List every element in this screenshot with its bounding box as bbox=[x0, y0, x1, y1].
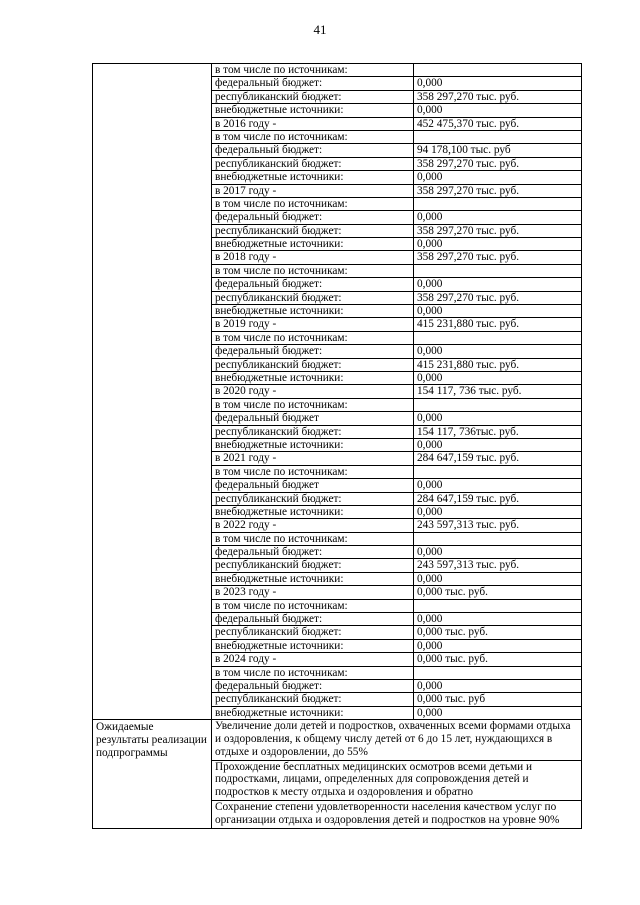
funding-source-label: республиканский бюджет: bbox=[212, 626, 414, 639]
funding-amount: 0,000 тыс. руб. bbox=[414, 586, 582, 599]
funding-amount: 0,000 bbox=[414, 639, 582, 652]
funding-source-label: федеральный бюджет: bbox=[212, 546, 414, 559]
funding-source-label: в 2024 году - bbox=[212, 653, 414, 666]
funding-source-label: в 2020 году - bbox=[212, 385, 414, 398]
funding-source-label: республиканский бюджет: bbox=[212, 224, 414, 237]
funding-amount: 452 475,370 тыс. руб. bbox=[414, 117, 582, 130]
funding-amount: 358 297,270 тыс. руб. bbox=[414, 90, 582, 103]
funding-amount: 0,000 bbox=[414, 104, 582, 117]
result-text: Увеличение доли детей и подростков, охваченных всеми формами отдыха и оздоровления, к общему числу детей от 6 до 15 лет, нуждающихся в отдыхе и оздоровлении, до 55% bbox=[212, 720, 582, 760]
funding-source-label: внебюджетные источники: bbox=[212, 171, 414, 184]
funding-amount: 0,000 bbox=[414, 546, 582, 559]
funding-amount bbox=[414, 532, 582, 545]
funding-amount bbox=[414, 398, 582, 411]
funding-source-label: в том числе по источникам: bbox=[212, 532, 414, 545]
funding-source-label: в том числе по источникам: bbox=[212, 398, 414, 411]
funding-amount: 0,000 bbox=[414, 171, 582, 184]
funding-amount: 0,000 тыс. руб. bbox=[414, 653, 582, 666]
funding-source-label: в 2023 году - bbox=[212, 586, 414, 599]
funding-source-label: в 2018 году - bbox=[212, 251, 414, 264]
funding-source-label: внебюджетные источники: bbox=[212, 104, 414, 117]
funding-source-label: республиканский бюджет: bbox=[212, 425, 414, 438]
funding-amount: 154 117, 736 тыс. руб. bbox=[414, 385, 582, 398]
funding-amount: 0,000 bbox=[414, 505, 582, 518]
funding-amount: 358 297,270 тыс. руб. bbox=[414, 157, 582, 170]
funding-source-label: федеральный бюджет: bbox=[212, 211, 414, 224]
funding-amount: 0,000 bbox=[414, 679, 582, 692]
funding-source-label: федеральный бюджет bbox=[212, 479, 414, 492]
funding-amount: 0,000 bbox=[414, 305, 582, 318]
funding-source-label: федеральный бюджет: bbox=[212, 679, 414, 692]
funding-source-label: в 2016 году - bbox=[212, 117, 414, 130]
funding-label-cell bbox=[93, 64, 212, 720]
funding-source-label: республиканский бюджет: bbox=[212, 559, 414, 572]
funding-source-label: федеральный бюджет: bbox=[212, 77, 414, 90]
results-label: Ожидаемые результаты реализации подпрограммы bbox=[93, 720, 212, 828]
funding-source-label: в том числе по источникам: bbox=[212, 331, 414, 344]
funding-amount: 243 597,313 тыс. руб. bbox=[414, 519, 582, 532]
funding-source-label: республиканский бюджет: bbox=[212, 693, 414, 706]
funding-amount: 0,000 bbox=[414, 572, 582, 585]
funding-source-label: республиканский бюджет: bbox=[212, 492, 414, 505]
funding-source-label: федеральный бюджет: bbox=[212, 345, 414, 358]
funding-amount bbox=[414, 465, 582, 478]
funding-amount: 0,000 bbox=[414, 479, 582, 492]
funding-amount: 0,000 bbox=[414, 211, 582, 224]
funding-source-label: в 2019 году - bbox=[212, 318, 414, 331]
funding-amount: 358 297,270 тыс. руб. bbox=[414, 224, 582, 237]
funding-row bbox=[93, 64, 582, 77]
funding-amount: 358 297,270 тыс. руб. bbox=[414, 291, 582, 304]
funding-source-label: федеральный бюджет: bbox=[212, 144, 414, 157]
funding-source-label: республиканский бюджет: bbox=[212, 157, 414, 170]
funding-source-label: в том числе по источникам: bbox=[212, 197, 414, 210]
result-row bbox=[93, 720, 582, 760]
funding-source-label: в том числе по источникам: bbox=[212, 599, 414, 612]
funding-amount: 0,000 bbox=[414, 371, 582, 384]
funding-source-label: внебюджетные источники: bbox=[212, 238, 414, 251]
funding-source-label: республиканский бюджет: bbox=[212, 90, 414, 103]
funding-source-label: в том числе по источникам: bbox=[212, 264, 414, 277]
funding-source-label: внебюджетные источники: bbox=[212, 572, 414, 585]
funding-amount: 0,000 bbox=[414, 613, 582, 626]
funding-source-label: внебюджетные источники: bbox=[212, 505, 414, 518]
result-text: Сохранение степени удовлетворенности населения качеством услуг по организации отдыха и оздоровления детей и подростков на уровне 90% bbox=[212, 800, 582, 828]
funding-amount: 243 597,313 тыс. руб. bbox=[414, 559, 582, 572]
funding-amount: 358 297,270 тыс. руб. bbox=[414, 251, 582, 264]
funding-amount: 0,000 тыс. руб bbox=[414, 693, 582, 706]
funding-source-label: в том числе по источникам: bbox=[212, 666, 414, 679]
funding-table bbox=[92, 63, 582, 829]
funding-amount: 415 231,880 тыс. руб. bbox=[414, 358, 582, 371]
funding-amount: 0,000 тыс. руб. bbox=[414, 626, 582, 639]
funding-amount: 94 178,100 тыс. руб bbox=[414, 144, 582, 157]
funding-amount: 284 647,159 тыс. руб. bbox=[414, 452, 582, 465]
funding-source-label: федеральный бюджет: bbox=[212, 613, 414, 626]
funding-source-label: внебюджетные источники: bbox=[212, 371, 414, 384]
funding-source-label: в 2021 году - bbox=[212, 452, 414, 465]
funding-amount: 0,000 bbox=[414, 706, 582, 719]
funding-source-label: республиканский бюджет: bbox=[212, 291, 414, 304]
funding-amount: 154 117, 736тыс. руб. bbox=[414, 425, 582, 438]
funding-amount: 0,000 bbox=[414, 438, 582, 451]
funding-source-label: в том числе по источникам: bbox=[212, 64, 414, 77]
funding-amount: 0,000 bbox=[414, 412, 582, 425]
funding-amount: 284 647,159 тыс. руб. bbox=[414, 492, 582, 505]
funding-amount: 415 231,880 тыс. руб. bbox=[414, 318, 582, 331]
funding-source-label: в 2022 году - bbox=[212, 519, 414, 532]
funding-amount bbox=[414, 64, 582, 77]
funding-source-label: внебюджетные источники: bbox=[212, 706, 414, 719]
page-number: 41 bbox=[313, 22, 327, 37]
funding-amount bbox=[414, 331, 582, 344]
funding-amount bbox=[414, 666, 582, 679]
funding-amount bbox=[414, 197, 582, 210]
funding-source-label: в 2017 году - bbox=[212, 184, 414, 197]
funding-amount: 0,000 bbox=[414, 345, 582, 358]
funding-amount bbox=[414, 264, 582, 277]
funding-amount bbox=[414, 130, 582, 143]
funding-source-label: в том числе по источникам: bbox=[212, 130, 414, 143]
funding-source-label: федеральный бюджет: bbox=[212, 278, 414, 291]
funding-amount: 0,000 bbox=[414, 238, 582, 251]
funding-source-label: республиканский бюджет: bbox=[212, 358, 414, 371]
funding-amount: 0,000 bbox=[414, 77, 582, 90]
funding-source-label: внебюджетные источники: bbox=[212, 639, 414, 652]
funding-amount: 358 297,270 тыс. руб. bbox=[414, 184, 582, 197]
funding-source-label: в том числе по источникам: bbox=[212, 465, 414, 478]
result-text: Прохождение бесплатных медицинских осмотров всеми детьми и подростками, лицами, определенных для сопровождения детей и подростков к месту отдыха и оздоровления и обратно bbox=[212, 760, 582, 800]
funding-source-label: внебюджетные источники: bbox=[212, 438, 414, 451]
funding-source-label: федеральный бюджет bbox=[212, 412, 414, 425]
funding-amount bbox=[414, 599, 582, 612]
funding-amount: 0,000 bbox=[414, 278, 582, 291]
funding-source-label: внебюджетные источники: bbox=[212, 305, 414, 318]
